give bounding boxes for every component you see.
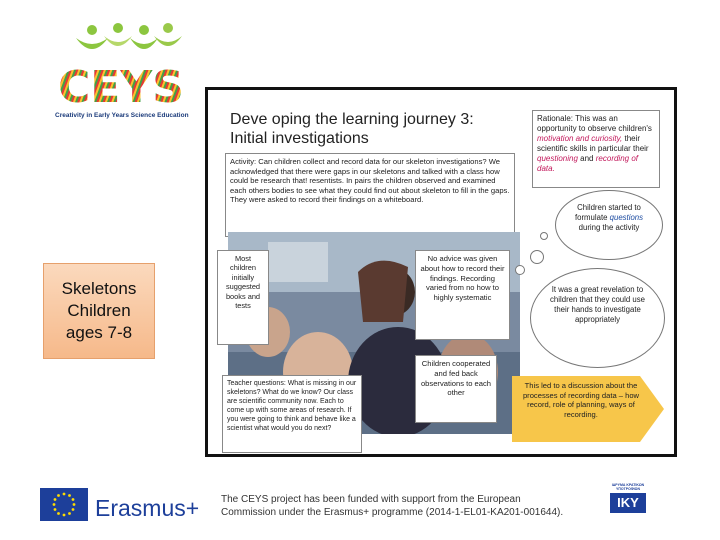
thought-bubble-dot	[540, 232, 548, 240]
cloud-revelation-text: It was a great revelation to children that they could use their hands to investigate appropriately	[550, 285, 645, 324]
funding-line1: The CEYS project has been funded with support from the European	[221, 494, 521, 505]
iky-text: IKY	[610, 493, 646, 513]
cloud-questions-emphasis: questions	[609, 213, 644, 222]
rationale-emphasis-2: questioning	[537, 154, 578, 163]
led-to-discussion	[520, 381, 642, 419]
activity-box	[225, 153, 515, 237]
thought-cloud-questions	[555, 190, 663, 260]
side-label-line3: ages 7-8	[65, 323, 133, 342]
iky-logo	[610, 483, 646, 523]
side-label-line1: Skeletons	[61, 279, 137, 298]
logo-tagline: Creativity in Early Years Science Education	[55, 112, 189, 119]
rationale-box	[532, 110, 660, 188]
rationale-emphasis-3: recording of data.	[537, 154, 638, 173]
ceys-letters: CEYS	[58, 62, 184, 113]
rationale-text-2: their scientific skills in particular their	[537, 134, 649, 153]
side-label-line2: Children	[67, 301, 131, 320]
poster-title-line2: Initial investigations	[230, 130, 369, 147]
cloud-questions-text: Children started to formulate	[574, 203, 641, 222]
led-to-text: This led to a discussion about the processes of recording data – how record, role of planning, ways of recording.	[522, 381, 640, 419]
no-advice-box	[415, 250, 510, 340]
activity-text: Activity: Can children collect and record data for our skeleton investigations? We acknowledged that there were gaps in our skeletons and talked with a class how could be research that! resentists. In pairs the children observed and examined each others bodies to see what they could find out about skeleton to fill in the gaps. They were asked to record their findings on a whiteboard.	[230, 157, 510, 205]
children-cooperated-text: Children cooperated and fed back observations to each other	[420, 359, 492, 398]
erasmus-brand: Erasmus+	[95, 495, 200, 521]
ceys-logo	[56, 20, 206, 120]
teacher-questions-text: Teacher questions: What is missing in our skeletons? What do we know? Our class are scientific community now. Each to come up with some areas of research. If you were going to think and behave like a scientist what would you do next?	[227, 380, 357, 432]
poster-title	[230, 110, 520, 148]
thought-cloud-revelation	[530, 268, 665, 368]
teacher-questions-box	[222, 375, 362, 453]
rationale-emphasis: motivation and curiosity,	[537, 134, 623, 143]
most-children-text: Most children initially suggested books and tests	[225, 254, 261, 311]
most-children-box	[217, 250, 269, 345]
side-label	[43, 263, 155, 359]
poster-title-line1: Deve oping the learning journey 3:	[230, 111, 474, 128]
funding-statement	[221, 493, 601, 519]
iky-small-text: ΙΔΡΥΜΑ ΚΡΑΤΙΚΩΝ ΥΠΟΤΡΟΦΙΩΝ	[611, 483, 645, 491]
children-cooperated-box	[415, 355, 497, 423]
eu-flag-icon	[40, 488, 88, 521]
cloud-questions-tail: during the activity	[578, 223, 640, 232]
funding-line2: Commission under the Erasmus+ programme (2014-1-EL01-KA201-001644).	[221, 507, 564, 518]
rationale-text: Rationale: This was an opportunity to observe children's	[537, 114, 652, 133]
thought-bubble-dot	[530, 250, 544, 264]
thought-bubble-dot	[515, 265, 525, 275]
no-advice-text: No advice was given about how to record their findings. Recording varied from no how to highly systematic	[420, 254, 505, 303]
rationale-and: and	[580, 154, 594, 163]
